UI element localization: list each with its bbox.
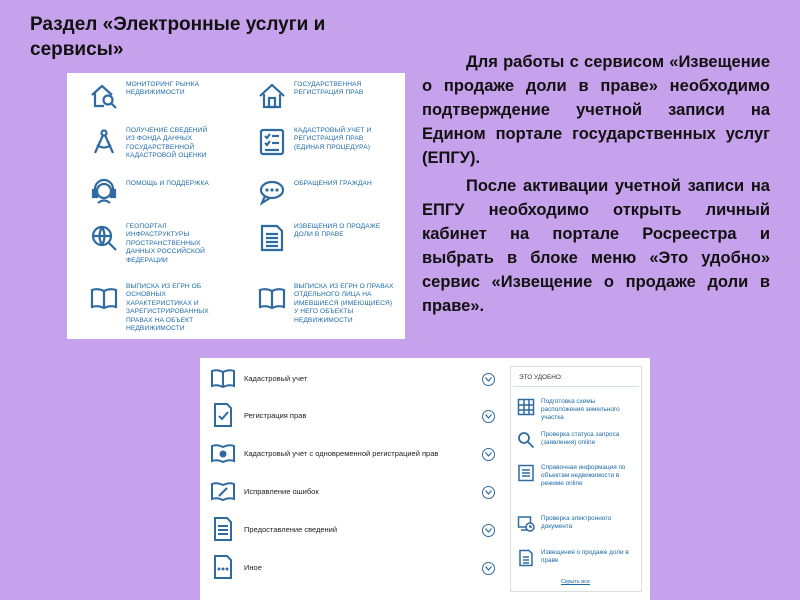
service-label: ОБРАЩЕНИЯ ГРАЖДАН	[294, 180, 372, 187]
service-geoportal[interactable]	[89, 223, 210, 265]
slide-title: Раздел «Электронные услуги и сервисы»	[30, 14, 326, 60]
service-market-monitoring[interactable]	[89, 81, 206, 111]
convenient-item-label: Проверка статуса запроса (заявления) online	[541, 431, 620, 446]
monitor-clock-icon	[517, 515, 535, 533]
book-icon	[257, 283, 287, 313]
document-list-icon	[517, 464, 535, 482]
convenient-heading: ЭТО УДОБНО:	[513, 367, 639, 387]
chevron-down-icon[interactable]	[482, 524, 495, 537]
service-egrn-extract-object[interactable]	[89, 283, 216, 333]
house-icon	[257, 81, 287, 111]
document-check-icon	[210, 402, 236, 428]
service-label: ВЫПИСКА ИЗ ЕГРН О ПРАВАХ ОТДЕЛЬНОГО ЛИЦА НА ИМЕВШИЕСЯ (ИМЕЮЩИЕСЯ) У НЕГО ОБЪЕКТЫ НЕДВИЖИМОСТИ	[294, 283, 394, 324]
service-state-registration[interactable]	[257, 81, 384, 111]
convenient-item-reference-info[interactable]	[517, 464, 637, 488]
convenient-services-box	[510, 366, 642, 592]
document-dots-icon	[210, 554, 236, 580]
menu-row-registration[interactable]	[210, 398, 498, 432]
menu-row-label: Регистрация прав	[244, 410, 307, 420]
hide-all-link[interactable]: Скрыть все	[561, 579, 590, 585]
convenient-item-share-sale[interactable]	[517, 549, 637, 567]
convenient-item-land-scheme[interactable]	[517, 398, 637, 422]
menu-row-label: Иное	[244, 562, 262, 572]
service-label: МОНИТОРИНГ РЫНКА НЕДВИЖИМОСТИ	[126, 81, 200, 97]
service-label: КАДАСТРОВЫЙ УЧЕТ И РЕГИСТРАЦИЯ ПРАВ (ЕДИНАЯ ПРОЦЕДУРА)	[294, 127, 372, 151]
map-grid-icon	[517, 398, 535, 416]
chevron-down-icon[interactable]	[482, 562, 495, 575]
document-lines-icon	[210, 516, 236, 542]
globe-search-icon	[89, 223, 119, 253]
service-citizen-appeals[interactable]	[257, 177, 384, 207]
compass-icon	[89, 127, 119, 157]
account-panel	[200, 358, 650, 600]
chat-bubble-icon	[257, 177, 287, 207]
search-icon	[517, 431, 535, 449]
service-label: ИЗВЕЩЕНИЯ О ПРОДАЖЕ ДОЛИ В ПРАВЕ	[294, 223, 381, 239]
menu-row-label: Кадастровый учет	[244, 373, 308, 383]
service-label: ГЕОПОРТАЛ ИНФРАСТРУКТУРЫ ПРОСТРАНСТВЕННЫХ ДАННЫХ РОССИЙСКОЙ ФЕДЕРАЦИИ	[126, 223, 205, 264]
headset-icon	[89, 177, 119, 207]
book-icon	[210, 365, 236, 391]
convenient-item-label: Справочная информация по объектам недвижимости в режиме online	[541, 464, 626, 487]
book-pencil-icon	[210, 478, 236, 504]
service-label: ВЫПИСКА ИЗ ЕГРН ОБ ОСНОВНЫХ ХАРАКТЕРИСТИКАХ И ЗАРЕГИСТРИРОВАННЫХ ПРАВАХ НА ОБЪЕКТ НЕДВИЖИМОСТИ	[126, 283, 209, 333]
paragraph-2: После активации учетной записи на ЕПГУ необходимо открыть личный кабинет на портале Росреестра и выбрать в блоке меню «Это удобно» сервис «Извещение о продаже доли в праве».	[422, 177, 770, 315]
service-help-support[interactable]	[89, 177, 214, 207]
service-label: ПОЛУЧЕНИЕ СВЕДЕНИЙ ИЗ ФОНДА ДАННЫХ ГОСУДАРСТВЕННОЙ КАДАСТРОВОЙ ОЦЕНКИ	[126, 127, 208, 160]
service-label: ГОСУДАРСТВЕННАЯ РЕГИСТРАЦИЯ ПРАВ	[294, 81, 364, 97]
document-lines-icon	[517, 549, 535, 567]
services-panel	[67, 73, 405, 339]
house-search-icon	[89, 81, 119, 111]
book-gear-icon	[210, 440, 236, 466]
book-icon	[89, 283, 119, 313]
paragraph-1: Для работы с сервисом «Извещение о продаже доли в праве» необходимо подтверждение учетной записи на Едином портале государственных услуг (ЕПГУ).	[422, 53, 770, 167]
convenient-item-label: Извещения о продаже доли в праве	[541, 549, 629, 564]
menu-row-other[interactable]	[210, 550, 498, 584]
menu-row-label: Предоставление сведений	[244, 524, 338, 534]
service-unified-procedure[interactable]	[257, 127, 386, 157]
convenient-item-label: Подготовка схемы расположения земельного участка	[541, 398, 620, 421]
convenient-item-status-check[interactable]	[517, 431, 637, 449]
service-cadastral-valuation[interactable]	[89, 127, 214, 161]
slide-body	[422, 50, 770, 322]
document-lines-icon	[257, 223, 287, 253]
checklist-icon	[257, 127, 287, 157]
chevron-down-icon[interactable]	[482, 410, 495, 423]
chevron-down-icon[interactable]	[482, 486, 495, 499]
menu-row-label: Исправление ошибок	[244, 486, 319, 496]
menu-row-error-correction[interactable]	[210, 474, 498, 508]
convenient-item-doc-check[interactable]	[517, 515, 637, 533]
service-label: ПОМОЩЬ И ПОДДЕРЖКА	[126, 180, 209, 187]
convenient-item-label: Проверка электронного документа	[541, 515, 612, 530]
service-egrn-extract-person[interactable]	[257, 283, 394, 325]
service-share-sale-notice[interactable]	[257, 223, 382, 253]
menu-row-cadastral-registration[interactable]	[210, 436, 498, 470]
chevron-down-icon[interactable]	[482, 373, 495, 386]
menu-row-information[interactable]	[210, 512, 498, 546]
chevron-down-icon[interactable]	[482, 448, 495, 461]
menu-row-cadastral[interactable]	[210, 361, 498, 395]
menu-row-label: Кадастровый учет с одновременной регистрацией прав	[244, 448, 439, 458]
